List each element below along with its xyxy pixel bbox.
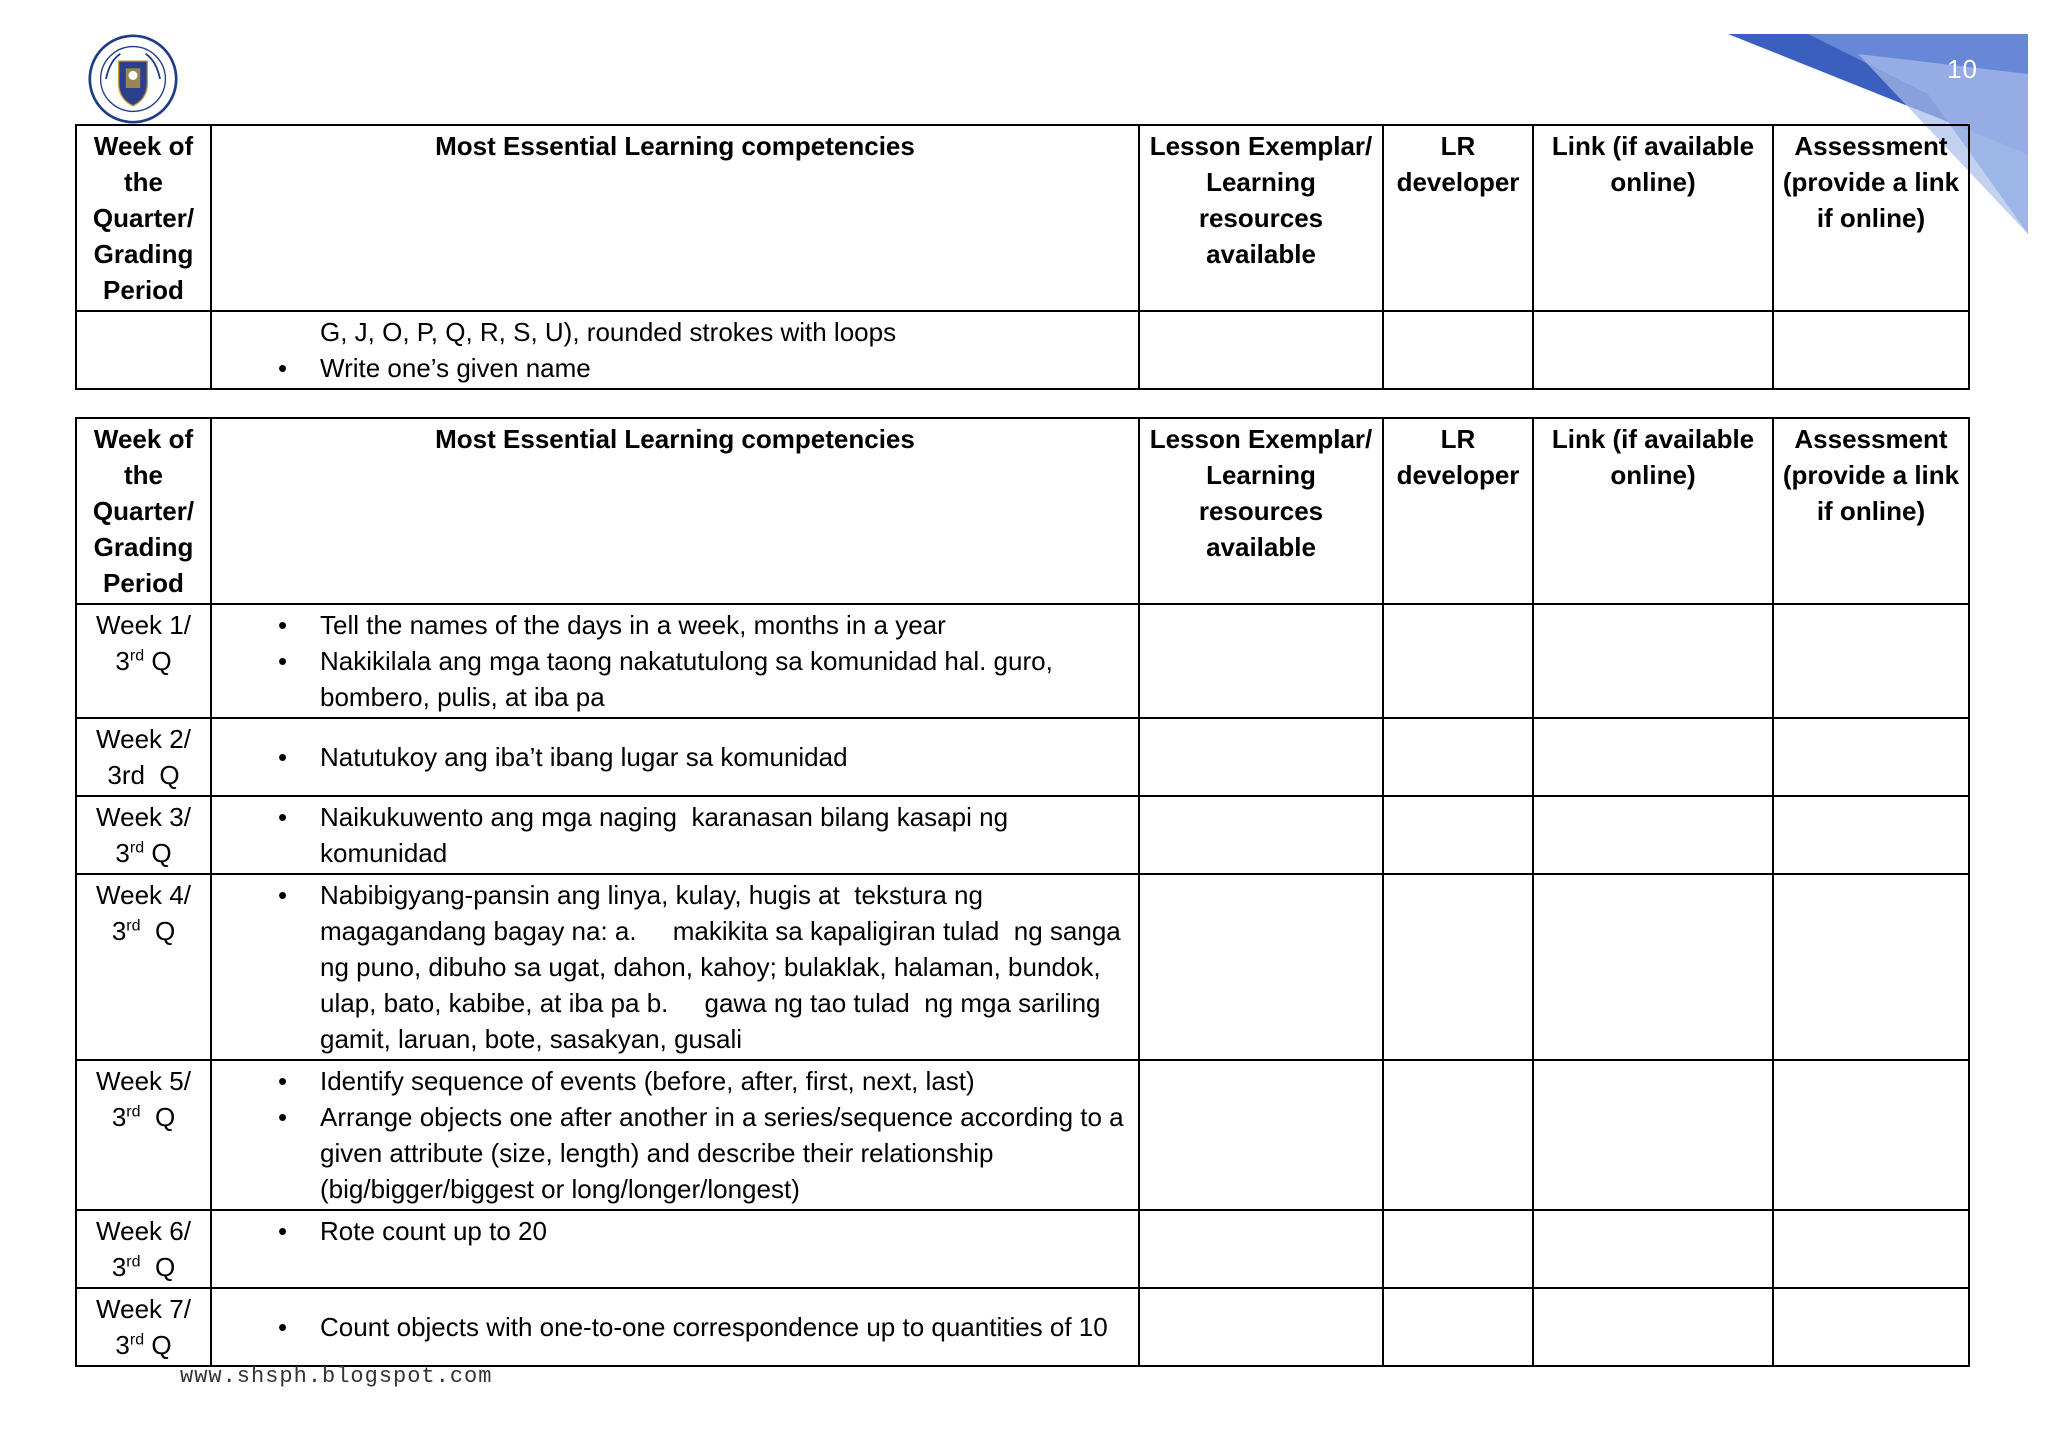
header-assessment: Assessment (provide a link if online) [1773, 418, 1969, 604]
quarter-label: 3rd Q [111, 916, 176, 946]
empty-cell [1773, 718, 1969, 796]
empty-cell [1533, 1060, 1773, 1210]
empty-cell [1533, 1288, 1773, 1366]
empty-cell [1773, 311, 1969, 389]
competency-continuation: G, J, O, P, Q, R, S, U), rounded strokes with loops [320, 317, 897, 347]
quarter-label: 3rd Q [115, 1330, 172, 1360]
quarter-label: 3rd Q [111, 1252, 176, 1282]
header-week: Week of the Quarter/ Grading Period [76, 125, 211, 311]
header-lr-developer: LR developer [1383, 418, 1533, 604]
footer-url: www.shsph.blogspot.com [180, 1364, 493, 1389]
empty-cell [1773, 1288, 1969, 1366]
empty-cell [1139, 718, 1383, 796]
week-cell [76, 604, 211, 718]
competency-cell [211, 796, 1139, 874]
week-label: Week 4/ [96, 880, 191, 910]
competency-cell [211, 311, 1139, 389]
table-row [76, 1060, 1969, 1210]
competency-cell [211, 1210, 1139, 1288]
header-melc: Most Essential Learning competencies [211, 125, 1139, 311]
competency-item: • Count objects with one-to-one correspondence up to quantities of 10 [320, 1309, 1130, 1345]
empty-cell [1139, 874, 1383, 1060]
empty-cell [1773, 796, 1969, 874]
week-label: Week 1/ [96, 610, 191, 640]
header-link: Link (if available online) [1533, 125, 1773, 311]
table-header-row [76, 418, 1969, 604]
empty-cell [1383, 311, 1533, 389]
competency-item: • Rote count up to 20 [320, 1213, 1130, 1249]
empty-cell [1773, 1060, 1969, 1210]
empty-cell [1533, 604, 1773, 718]
week-label: Week 7/ [96, 1294, 191, 1324]
empty-cell [1383, 1060, 1533, 1210]
header-lesson-exemplar: Lesson Exemplar/ Learning resources available [1139, 125, 1383, 311]
competency-item: • Identify sequence of events (before, after, first, next, last) [320, 1063, 1130, 1099]
header-melc: Most Essential Learning competencies [211, 418, 1139, 604]
table-row [76, 1288, 1969, 1366]
table-row [76, 311, 1969, 389]
empty-cell [1139, 1060, 1383, 1210]
competency-cell [211, 1060, 1139, 1210]
empty-cell [1533, 718, 1773, 796]
competency-cell [211, 874, 1139, 1060]
header-lr-developer: LR developer [1383, 125, 1533, 311]
week-cell [76, 796, 211, 874]
week-label: Week 2/ [96, 724, 191, 754]
week-label: Week 5/ [96, 1066, 191, 1096]
empty-cell [1139, 1288, 1383, 1366]
competency-cell [211, 718, 1139, 796]
quarter-label: 3rd Q [115, 646, 172, 676]
week-cell [76, 1060, 211, 1210]
table-row [76, 1210, 1969, 1288]
header-lesson-exemplar: Lesson Exemplar/ Learning resources available [1139, 418, 1383, 604]
empty-cell [1383, 796, 1533, 874]
competency-cell [211, 604, 1139, 718]
empty-cell [1139, 311, 1383, 389]
header-assessment: Assessment (provide a link if online) [1773, 125, 1969, 311]
quarter-label: 3rd Q [111, 1102, 176, 1132]
competency-item: • Nakikilala ang mga taong nakatutulong sa komunidad hal. guro, bombero, pulis, at iba pa [320, 643, 1130, 715]
week-label: Week 3/ [96, 802, 191, 832]
page-number: 10 [1947, 54, 1978, 84]
empty-cell [1533, 874, 1773, 1060]
deped-seal-logo [88, 34, 178, 124]
table-row [76, 718, 1969, 796]
header-week: Week of the Quarter/ Grading Period [76, 418, 211, 604]
competency-item: • Naikukuwento ang mga naging karanasan bilang kasapi ng komunidad [320, 799, 1130, 871]
empty-cell [1533, 311, 1773, 389]
empty-cell [1773, 1210, 1969, 1288]
week-cell [76, 874, 211, 1060]
empty-cell [1533, 1210, 1773, 1288]
competency-cell [211, 1288, 1139, 1366]
empty-cell [1383, 604, 1533, 718]
competency-item: • Natutukoy ang iba’t ibang lugar sa komunidad [320, 739, 1130, 775]
week-label: Week 6/ [96, 1216, 191, 1246]
table-row [76, 796, 1969, 874]
empty-cell [1383, 874, 1533, 1060]
empty-cell [1139, 604, 1383, 718]
table-header-row [76, 125, 1969, 311]
table-row [76, 874, 1969, 1060]
week-cell [76, 1288, 211, 1366]
competency-item: • Arrange objects one after another in a series/sequence according to a given attribute (size, length) and describe their relationship (big/bigger/biggest or long/longer/longest) [320, 1099, 1130, 1207]
empty-cell [1383, 1210, 1533, 1288]
week-cell [76, 1210, 211, 1288]
table-row [76, 604, 1969, 718]
empty-cell [1139, 1210, 1383, 1288]
empty-cell [1773, 874, 1969, 1060]
competency-item: • Tell the names of the days in a week, months in a year [320, 607, 1130, 643]
week-cell [76, 311, 211, 389]
competency-table-q3 [75, 417, 1970, 1367]
empty-cell [1383, 718, 1533, 796]
competency-item: • Write one’s given name [320, 350, 1130, 386]
competency-table-continued [75, 124, 1970, 390]
empty-cell [1533, 796, 1773, 874]
week-cell [76, 718, 211, 796]
header-link: Link (if available online) [1533, 418, 1773, 604]
quarter-label: 3rd Q [107, 760, 180, 790]
empty-cell [1139, 796, 1383, 874]
empty-cell [1773, 604, 1969, 718]
quarter-label: 3rd Q [115, 838, 172, 868]
empty-cell [1383, 1288, 1533, 1366]
competency-item: • Nabibigyang-pansin ang linya, kulay, hugis at tekstura ng magagandang bagay na: a. makikita sa kapaligiran tulad ng sanga ng puno, dibuho sa ugat, dahon, kahoy; bulaklak, halaman, bundok, ulap, bato, kabibe, at iba pa b. gawa ng tao tulad ng mga sariling gamit, laruan, bote, sasakyan, gusali [320, 877, 1130, 1057]
